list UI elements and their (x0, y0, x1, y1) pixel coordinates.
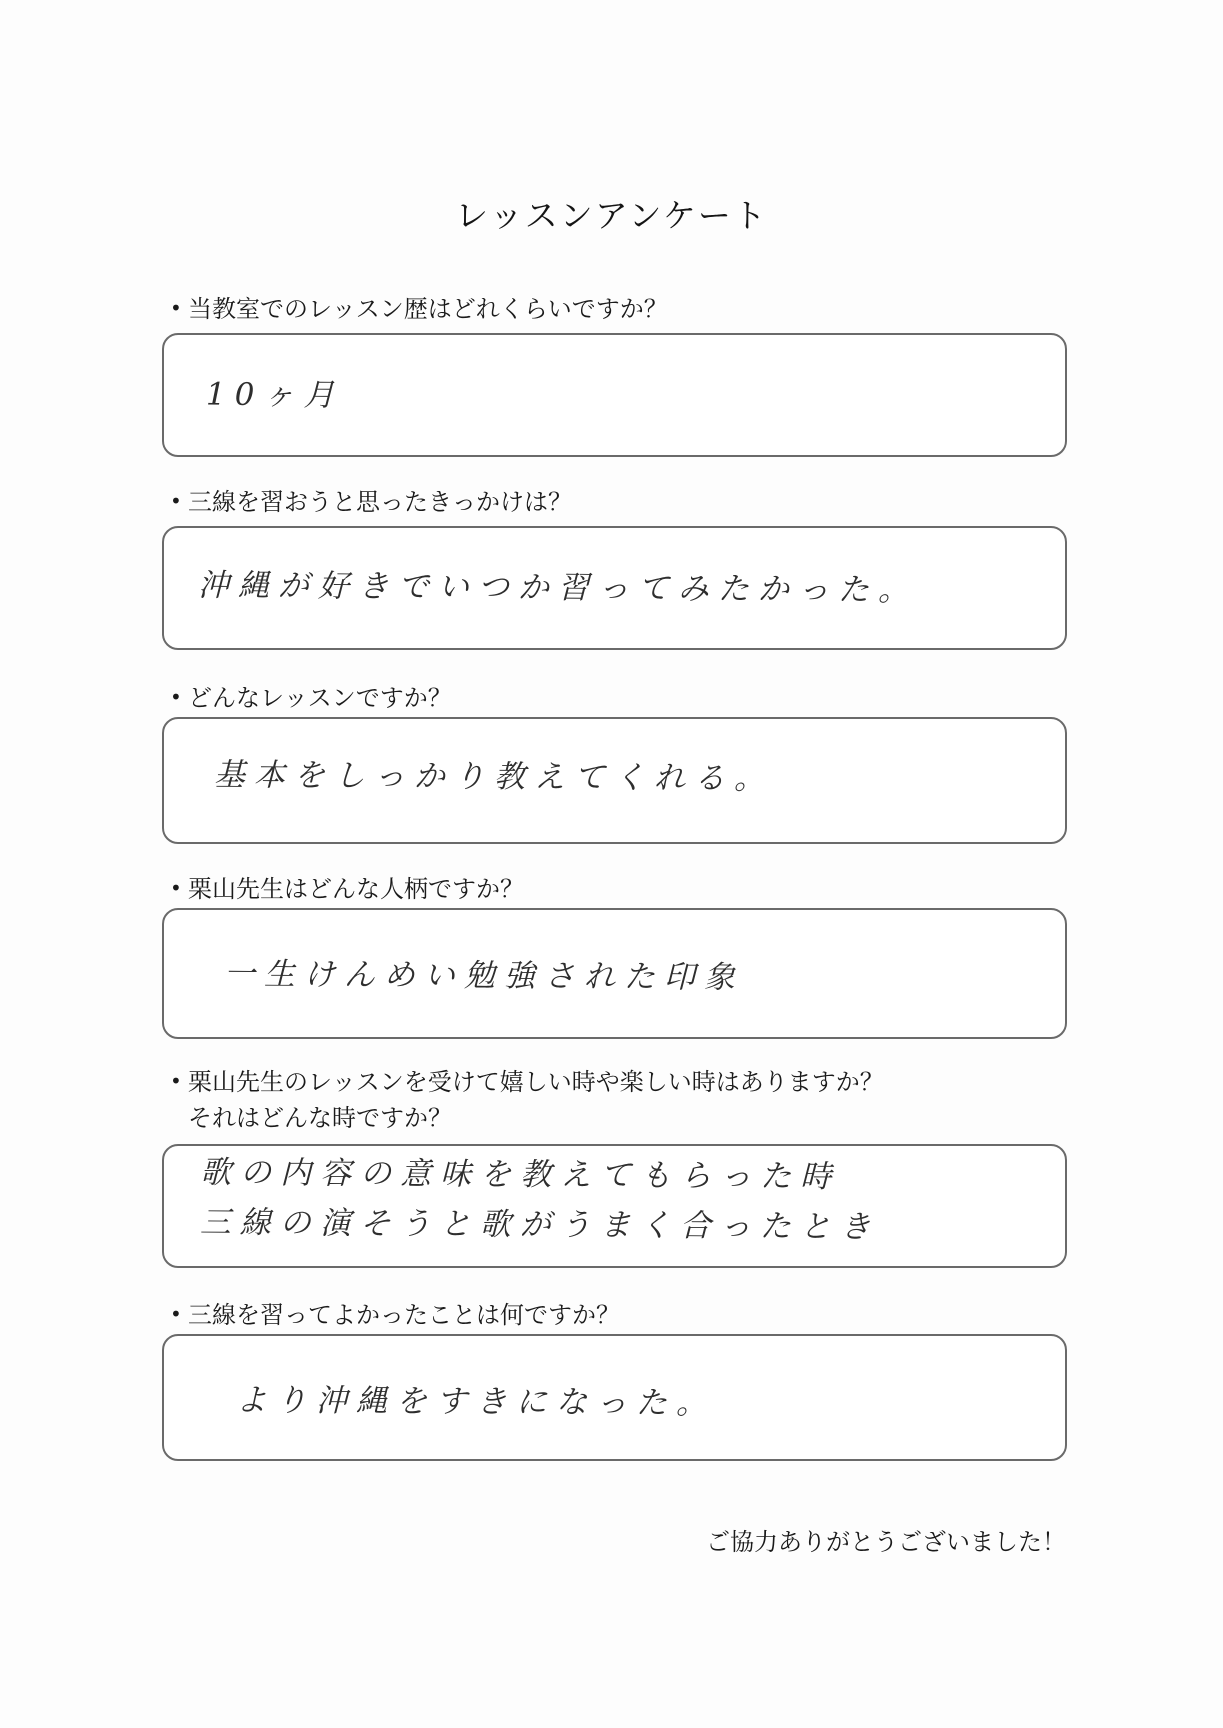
answer-4-text: 一生けんめい勉強された印象 (223, 956, 745, 996)
bullet: • (170, 489, 182, 513)
question-6-text: 三線を習ってよかったことは何ですか？ (188, 1301, 620, 1329)
question-6 (170, 1296, 620, 1333)
answer-5 (200, 1148, 881, 1253)
answer-5-line2: 三線の演そうと歌がうまく合ったとき (199, 1204, 880, 1246)
closing-message: ご協力ありがとうございました！ (706, 1528, 1066, 1556)
question-4 (170, 870, 524, 907)
bullet: • (170, 296, 182, 320)
question-2 (170, 483, 572, 520)
answer-5-line1: 歌の内容の意味を教えてもらった時 (200, 1154, 841, 1196)
question-1 (170, 290, 668, 327)
bullet: • (170, 685, 182, 709)
question-5 (170, 1063, 884, 1136)
question-2-text: 三線を習おうと思ったきっかけは？ (188, 488, 572, 516)
question-3 (170, 679, 452, 716)
answer-box-4 (162, 908, 1067, 1039)
answer-2-text: 沖縄が好きでいつか習ってみたかった。 (197, 567, 919, 609)
answer-box-2 (162, 526, 1067, 650)
question-1-text: 当教室でのレッスン歴はどれくらいですか？ (188, 295, 668, 323)
question-5-text-line1: 栗山先生のレッスンを受けて嬉しい時や楽しい時はありますか？ (188, 1068, 884, 1096)
answer-3-text: 基本をしっかり教えてくれる。 (213, 757, 775, 797)
question-5-text-line2: それはどんな時ですか？ (188, 1104, 452, 1132)
answer-box-1 (162, 333, 1067, 457)
answer-box-3 (162, 717, 1067, 844)
answer-6-text: より沖縄をすきになった。 (235, 1382, 717, 1422)
answer-box-6 (162, 1334, 1067, 1461)
bullet: • (170, 1069, 182, 1093)
question-4-text: 栗山先生はどんな人柄ですか？ (188, 875, 524, 903)
bullet: • (170, 1302, 182, 1326)
bullet: • (170, 876, 182, 900)
answer-box-5 (162, 1144, 1067, 1268)
survey-title: レッスンアンケート (455, 196, 768, 235)
question-3-text: どんなレッスンですか？ (188, 684, 452, 712)
answer-1-text: 10ヶ月 (205, 376, 344, 414)
